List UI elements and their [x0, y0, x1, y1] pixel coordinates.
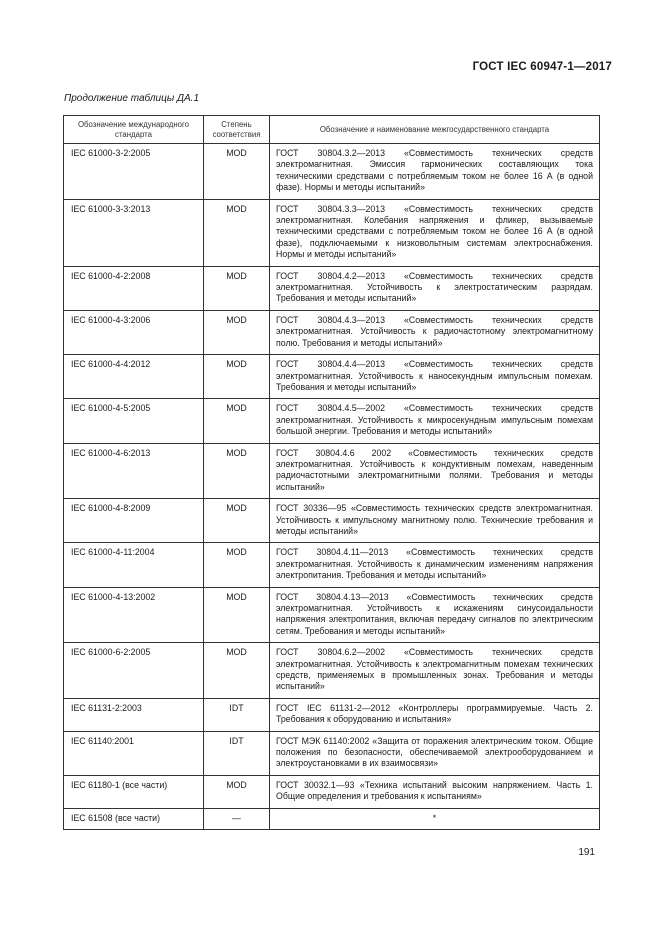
- international-standard: IEC 61000-4-3:2006: [64, 310, 204, 354]
- table-row: [64, 443, 600, 499]
- international-standard: IEC 61000-4-13:2002: [64, 587, 204, 643]
- interstate-standard: ГОСТ 30804.6.2—2002 «Совместимость технических средств электромагнитная. Устойчивость к электромагнитным помехам технических средств, применяемых в промышленных зонах. Требования и методы испытаний»: [270, 643, 600, 699]
- document-id: ГОСТ IEC 60947-1—2017: [472, 61, 612, 73]
- conformity-degree: IDT: [204, 731, 270, 775]
- page-number: 191: [578, 847, 595, 858]
- conformity-degree: MOD: [204, 355, 270, 399]
- column-header-international: Обозначение международного стандарта: [64, 116, 204, 144]
- international-standard: IEC 61508 (все части): [64, 808, 204, 829]
- conformity-degree: MOD: [204, 399, 270, 443]
- interstate-standard: ГОСТ 30804.3.2—2013 «Совместимость технических средств электромагнитная. Эмиссия гармонических составляющих тока техническими средствами с потребляемым током не более 16 А (в одной фазе). Нормы и методы испытаний»: [270, 144, 600, 200]
- table-row: [64, 643, 600, 699]
- table-row: [64, 808, 600, 829]
- international-standard: IEC 61000-4-6:2013: [64, 443, 204, 499]
- table-row: [64, 775, 600, 808]
- international-standard: IEC 61140:2001: [64, 731, 204, 775]
- conformity-degree: MOD: [204, 643, 270, 699]
- interstate-standard: ГОСТ 30804.4.11—2013 «Совместимость технических средств электромагнитная. Устойчивость к динамическим изменениям напряжения электропитания. Требования и методы испытаний»: [270, 543, 600, 587]
- table-row: [64, 266, 600, 310]
- interstate-standard: ГОСТ 30804.3.3—2013 «Совместимость технических средств электромагнитная. Колебания напряжения и фликер, вызываемые техническими средствами с потребляемым током не более 16 А (в одной фазе), подключаемыми к низковольтным системам электроснабжения. Нормы и методы испытаний»: [270, 199, 600, 266]
- international-standard: IEC 61000-4-5:2005: [64, 399, 204, 443]
- international-standard: IEC 61000-3-2:2005: [64, 144, 204, 200]
- conformity-degree: MOD: [204, 587, 270, 643]
- interstate-standard: ГОСТ 30804.4.3—2013 «Совместимость технических средств электромагнитная. Устойчивость к радиочастотному электромагнитному полю. Требования и методы испытаний»: [270, 310, 600, 354]
- conformity-degree: MOD: [204, 266, 270, 310]
- column-header-degree: Степень соответствия: [204, 116, 270, 144]
- conformity-degree: MOD: [204, 543, 270, 587]
- table-caption: Продолжение таблицы ДА.1: [64, 93, 200, 104]
- table-row: [64, 310, 600, 354]
- interstate-standard: ГОСТ МЭК 61140:2002 «Защита от поражения электрическим током. Общие положения по безопасности, обеспечиваемой электрооборудованием и электроустановками в их взаимосвязи»: [270, 731, 600, 775]
- international-standard: IEC 61000-4-11:2004: [64, 543, 204, 587]
- international-standard: IEC 61000-4-4:2012: [64, 355, 204, 399]
- conformity-degree: MOD: [204, 144, 270, 200]
- table-row: [64, 543, 600, 587]
- standards-table: [63, 115, 600, 830]
- table-row: [64, 698, 600, 731]
- interstate-standard: ГОСТ 30804.4.6 2002 «Совместимость технических средств электромагнитная. Устойчивость к кондуктивным помехам, наведенным радиочастотными электромагнитными полями. Требования и методы испытаний»: [270, 443, 600, 499]
- interstate-standard: ГОСТ 30804.4.2—2013 «Совместимость технических средств электромагнитная. Устойчивость к электростатическим разрядам. Требования и методы испытаний»: [270, 266, 600, 310]
- conformity-degree: IDT: [204, 698, 270, 731]
- interstate-standard: ГОСТ 30804.4.13—2013 «Совместимость технических средств электромагнитная. Устойчивость к искажениям синусоидальности напряжения электропитания, включая передачу сигналов по электрическим сетям. Требования и методы испытаний»: [270, 587, 600, 643]
- interstate-standard: ГОСТ 30032.1—93 «Техника испытаний высоким напряжением. Часть 1. Общие определения и требования к испытаниям»: [270, 775, 600, 808]
- conformity-degree: MOD: [204, 443, 270, 499]
- column-header-interstate: Обозначение и наименование межгосударственного стандарта: [270, 116, 600, 144]
- conformity-degree: MOD: [204, 499, 270, 543]
- international-standard: IEC 61000-4-2:2008: [64, 266, 204, 310]
- international-standard: IEC 61000-4-8:2009: [64, 499, 204, 543]
- conformity-degree: MOD: [204, 310, 270, 354]
- conformity-degree: MOD: [204, 775, 270, 808]
- interstate-standard: ГОСТ 30804.4.5—2002 «Совместимость технических средств электромагнитная. Устойчивость к микросекундным импульсным помехам большой энергии. Требования и методы испытаний»: [270, 399, 600, 443]
- conformity-degree: MOD: [204, 199, 270, 266]
- interstate-standard: ГОСТ IEC 61131-2—2012 «Контроллеры программируемые. Часть 2. Требования к оборудованию и испытания»: [270, 698, 600, 731]
- table-row: [64, 587, 600, 643]
- table-row: [64, 199, 600, 266]
- international-standard: IEC 61000-3-3:2013: [64, 199, 204, 266]
- international-standard: IEC 61000-6-2:2005: [64, 643, 204, 699]
- table-row: [64, 355, 600, 399]
- international-standard: IEC 61131-2:2003: [64, 698, 204, 731]
- table-row: [64, 144, 600, 200]
- interstate-standard: ГОСТ 30804.4.4—2013 «Совместимость технических средств электромагнитная. Устойчивость к наносекундным импульсным помехам. Требования и методы испытаний»: [270, 355, 600, 399]
- conformity-degree: —: [204, 808, 270, 829]
- international-standard: IEC 61180-1 (все части): [64, 775, 204, 808]
- table-row: [64, 499, 600, 543]
- table-row: [64, 399, 600, 443]
- interstate-standard: ГОСТ 30336—95 «Совместимость технических средств электромагнитная. Устойчивость к импульсному магнитному полю. Технические требования и методы испытаний»: [270, 499, 600, 543]
- table-row: [64, 731, 600, 775]
- table-header-row: [64, 116, 600, 144]
- interstate-standard: *: [270, 808, 600, 829]
